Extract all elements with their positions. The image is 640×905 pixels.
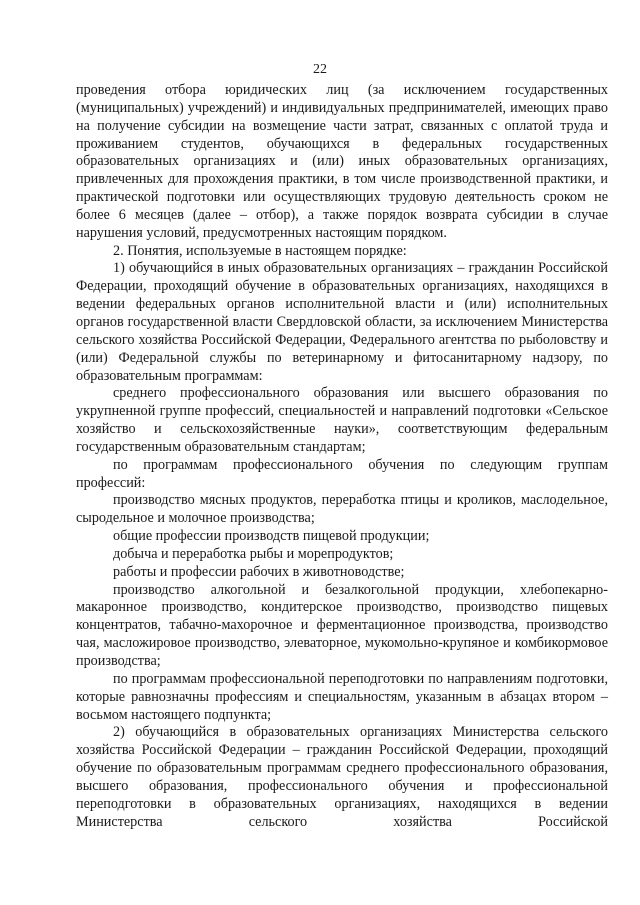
paragraph-section-2-heading: 2. Понятия, используемые в настоящем порядке: [113,242,407,259]
paragraph-beverage-bakery-production: производство алкогольной и безалкогольной продукции, хлебопекарно-макаронное производство, кондитерское производство, производство пищевых концентратов, табачно-махорочное и ферментационное производства, производство чая, масложировое производство, элеваторное, мукомольно-крупяное и комбикормовое производства; [76,581,608,669]
document-body [76,82,608,831]
paragraph-vocational-training: по программам профессионального обучения по следующим группам профессий: [76,456,608,491]
paragraph-intro-continuation: проведения отбора юридических лиц (за исключением государственных (муниципальных) учреждений) и индивидуальных предпринимателей, имеющих право на получение субсидии на возмещение части затрат, связанных с оплатой труда и проживанием студентов, обучающихся в федеральных государственных образовательных организациях и (или) иных образовательных организациях, привлеченных для прохождения практики, в том числе производственной практики, и практической подготовки или осуществляющих трудовую деятельность сроком не более 6 месяцев (далее – отбор), а также порядок возврата субсидии в случае нарушения условий, предусмотренных настоящим порядком. [76,82,608,241]
paragraph-secondary-higher-education: среднего профессионального образования или высшего образования по укрупненной группе профессий, специальностей и направлений подготовки «Сельское хозяйство и сельскохозяйственные науки», соответствующим федеральным государственным образовательным стандартам; [76,385,608,455]
paragraph-livestock-work: работы и профессии рабочих в животноводстве; [113,563,405,580]
paragraph-food-production: общие профессии производств пищевой продукции; [113,528,430,545]
paragraph-item-1: 1) обучающийся в иных образовательных организациях – гражданин Российской Федерации, проходящий обучение в образовательных организациях, находящихся в ведении федеральных органов исполнительной власти и (или) исполнительных органов государственной власти Свердловской области, за исключением Министерства сельского хозяйства Российской Федерации, Федерального агентства по рыболовству и (или) Федеральной службы по ветеринарному и фитосанитарному надзору, по образовательным программам: [76,260,608,384]
paragraph-retraining: по программам профессиональной переподготовки по направлениям подготовки, которые равнозначны профессиям и специальностям, указанным в абзацах втором – восьмом настоящего подпункта; [76,670,608,723]
paragraph-fish-seafood: добыча и переработка рыбы и морепродуктов; [113,545,394,562]
paragraph-item-2: 2) обучающийся в образовательных организациях Министерства сельского хозяйства Российской Федерации – гражданин Российской Федерации, проходящий обучение по образовательным программам среднего профессионального образования, высшего образования, профессионального обучения и профессиональной переподготовки в образовательных организациях, находящихся в ведении Министерства сельского хозяйства Российской [76,724,608,830]
page-number: 22 [313,62,327,77]
paragraph-meat-dairy-production: производство мясных продуктов, переработка птицы и кроликов, маслодельное, сыродельное и молочное производства; [76,492,608,527]
